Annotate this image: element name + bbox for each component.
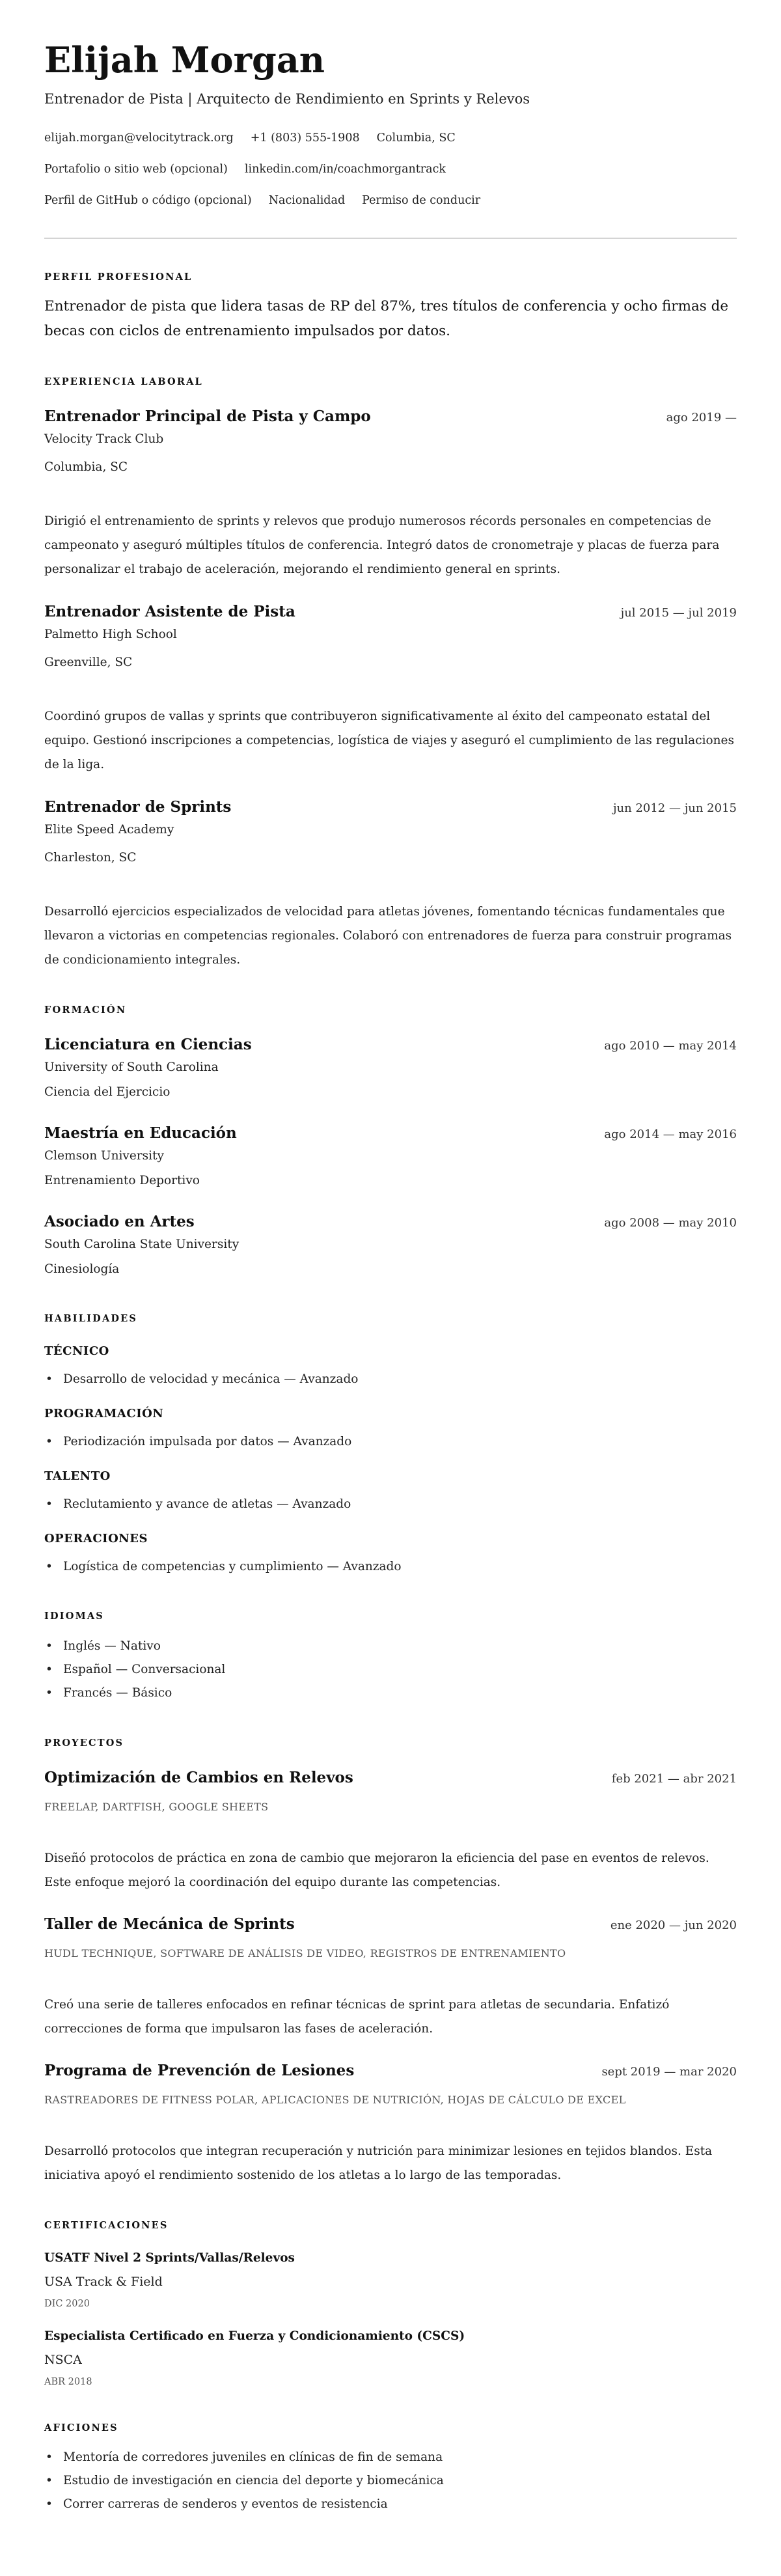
job-dates: jun 2012 — jun 2015 bbox=[612, 801, 737, 815]
school-name: University of South Carolina bbox=[44, 1060, 219, 1074]
contact-line bbox=[44, 185, 737, 216]
contact-line bbox=[44, 122, 737, 154]
contact-location: Columbia, SC bbox=[376, 132, 456, 145]
hobbies-list bbox=[44, 2446, 737, 2516]
list-item-text: Reclutamiento y avance de atletas — Avanzado bbox=[63, 1497, 351, 1511]
project-description: Desarrolló protocolos que integran recuperación y nutrición para minimizar lesiones en tejidos blandos. Esta iniciativa apoyó el rendimiento sostenido de los atletas a lo largo de las temporadas. bbox=[44, 2144, 713, 2182]
job-company: Velocity Track Club bbox=[44, 432, 164, 446]
job-entry bbox=[44, 602, 737, 777]
candidate-name: Elijah Morgan bbox=[44, 39, 325, 81]
list-item-text: Logística de competencias y cumplimiento — Avanzado bbox=[63, 1560, 402, 1573]
bullet-icon: • bbox=[46, 2450, 53, 2464]
project-dates: ene 2020 — jun 2020 bbox=[610, 1918, 737, 1932]
bullet-icon: • bbox=[46, 1435, 53, 1448]
list-item bbox=[44, 1635, 737, 1658]
project-entry bbox=[44, 1767, 737, 1894]
school-name: Clemson University bbox=[44, 1149, 164, 1163]
bullet-icon: • bbox=[46, 1560, 53, 1573]
header-divider bbox=[44, 238, 737, 239]
languages-section bbox=[44, 1610, 737, 1705]
job-company: Elite Speed Academy bbox=[44, 823, 174, 837]
experience-section bbox=[44, 376, 737, 972]
resume-header bbox=[44, 39, 737, 216]
certifications-section bbox=[44, 2219, 737, 2390]
list-item bbox=[44, 2446, 737, 2469]
bullet-icon: • bbox=[46, 1372, 53, 1386]
contact-github[interactable]: Perfil de GitHub o código (opcional) bbox=[44, 194, 252, 207]
list-item bbox=[44, 2493, 737, 2516]
list-item bbox=[44, 1658, 737, 1682]
contact-driving-license: Permiso de conducir bbox=[362, 194, 481, 207]
job-entry bbox=[44, 797, 737, 972]
skills-section bbox=[44, 1312, 737, 1578]
section-heading: PROYECTOS bbox=[44, 1738, 124, 1749]
list-item-text: Correr carreras de senderos y eventos de resistencia bbox=[63, 2497, 388, 2511]
job-description: Desarrolló ejercicios especializados de velocidad para atletas jóvenes, fomentando técnicas fundamentales que llevaron a victorias en competencias regionales. Colaboró con entrenadores de fuerza para construir programas de condicionamiento integrales. bbox=[44, 905, 732, 967]
education-entry bbox=[44, 1212, 737, 1281]
job-dates: jul 2015 — jul 2019 bbox=[620, 606, 737, 620]
certification-entry bbox=[44, 2249, 737, 2312]
job-dates: ago 2019 — bbox=[666, 411, 737, 424]
skill-category: TALENTO bbox=[44, 1469, 111, 1483]
contact-portfolio[interactable]: Portafolio o sitio web (opcional) bbox=[44, 163, 228, 176]
list-item bbox=[44, 1682, 737, 1705]
contact-linkedin[interactable]: linkedin.com/in/coachmorgantrack bbox=[244, 163, 446, 176]
project-header bbox=[44, 1914, 737, 1936]
bullet-icon: • bbox=[46, 2474, 53, 2487]
contact-nationality: Nacionalidad bbox=[268, 194, 346, 207]
degree-title: Licenciatura en Ciencias bbox=[44, 1036, 252, 1053]
summary-section bbox=[44, 271, 737, 344]
job-entry bbox=[44, 406, 737, 581]
list-item bbox=[44, 1493, 737, 1516]
project-title: Programa de Prevención de Lesiones bbox=[44, 2062, 355, 2079]
list-item-text: Inglés — Nativo bbox=[63, 1639, 161, 1653]
project-title: Taller de Mecánica de Sprints bbox=[44, 1915, 295, 1933]
list-item-text: Desarrollo de velocidad y mecánica — Avanzado bbox=[63, 1372, 359, 1386]
certification-issuer: NSCA bbox=[44, 2353, 82, 2367]
education-header bbox=[44, 1034, 737, 1057]
job-description: Dirigió el entrenamiento de sprints y relevos que produjo numerosos récords personales en competencias de campeonato y aseguró múltiples títulos de conferencia. Integró datos de cronometraje y placas de fuerza para personalizar el trabajo de aceleración, mejorando el rendimiento general en sprints. bbox=[44, 514, 720, 576]
bullet-icon: • bbox=[46, 1663, 53, 1676]
project-technologies: FREELAP, DARTFISH, GOOGLE SHEETS bbox=[44, 1801, 269, 1813]
project-dates: sept 2019 — mar 2020 bbox=[601, 2065, 737, 2079]
list-item bbox=[44, 2469, 737, 2493]
list-item bbox=[44, 1556, 737, 1578]
bullet-icon: • bbox=[46, 2497, 53, 2511]
list-item-text: Estudio de investigación en ciencia del deporte y biomecánica bbox=[63, 2474, 444, 2487]
section-heading: FORMACIÓN bbox=[44, 1004, 127, 1016]
list-item bbox=[44, 1368, 737, 1391]
contact-info bbox=[44, 122, 737, 216]
education-entry bbox=[44, 1034, 737, 1103]
job-location: Charleston, SC bbox=[44, 851, 137, 865]
job-header bbox=[44, 602, 737, 624]
list-item-text: Francés — Básico bbox=[63, 1686, 172, 1700]
project-header bbox=[44, 2060, 737, 2083]
candidate-headline: Entrenador de Pista | Arquitecto de Rendimiento en Sprints y Relevos bbox=[44, 91, 530, 107]
skill-list bbox=[44, 1368, 737, 1391]
education-dates: ago 2014 — may 2016 bbox=[604, 1128, 737, 1141]
job-header bbox=[44, 797, 737, 819]
job-description: Coordinó grupos de vallas y sprints que contribuyeron significativamente al éxito del campeonato estatal del equipo. Gestionó inscripciones a competencias, logística de viajes y aseguró el cumplimiento de las regulaciones de la liga. bbox=[44, 710, 734, 771]
bullet-icon: • bbox=[46, 1639, 53, 1653]
section-heading: PERFIL PROFESIONAL bbox=[44, 271, 193, 283]
section-heading: HABILIDADES bbox=[44, 1313, 138, 1324]
certification-issuer: USA Track & Field bbox=[44, 2275, 163, 2289]
bullet-icon: • bbox=[46, 1497, 53, 1511]
section-heading: EXPERIENCIA LABORAL bbox=[44, 376, 203, 387]
field-of-study: Entrenamiento Deportivo bbox=[44, 1174, 200, 1187]
job-company: Palmetto High School bbox=[44, 628, 177, 641]
education-dates: ago 2010 — may 2014 bbox=[604, 1039, 737, 1053]
project-technologies: HUDL TECHNIQUE, SOFTWARE DE ANÁLISIS DE VIDEO, REGISTROS DE ENTRENAMIENTO bbox=[44, 1947, 566, 1960]
skill-list bbox=[44, 1431, 737, 1453]
field-of-study: Ciencia del Ejercicio bbox=[44, 1085, 171, 1099]
project-technologies: RASTREADORES DE FITNESS POLAR, APLICACIONES DE NUTRICIÓN, HOJAS DE CÁLCULO DE EXCEL bbox=[44, 2094, 626, 2106]
job-location: Greenville, SC bbox=[44, 656, 133, 669]
certification-title: Especialista Certificado en Fuerza y Condicionamiento (CSCS) bbox=[44, 2329, 465, 2343]
languages-list bbox=[44, 1635, 737, 1705]
hobbies-section bbox=[44, 2422, 737, 2516]
job-title: Entrenador Asistente de Pista bbox=[44, 603, 295, 620]
project-dates: feb 2021 — abr 2021 bbox=[611, 1772, 737, 1786]
project-description: Diseñó protocolos de práctica en zona de cambio que mejoraron la eficiencia del pase en eventos de relevos. Este enfoque mejoró la coordinación del equipo durante las competencias. bbox=[44, 1851, 709, 1889]
section-heading: AFICIONES bbox=[44, 2422, 118, 2433]
job-title: Entrenador de Sprints bbox=[44, 798, 232, 816]
list-item-text: Español — Conversacional bbox=[63, 1663, 226, 1676]
contact-phone[interactable]: +1 (803) 555-1908 bbox=[250, 132, 360, 145]
skill-category: OPERACIONES bbox=[44, 1532, 148, 1545]
skill-category: TÉCNICO bbox=[44, 1344, 109, 1358]
list-item-text: Mentoría de corredores juveniles en clínicas de fin de semana bbox=[63, 2450, 443, 2464]
bullet-icon: • bbox=[46, 1686, 53, 1700]
project-entry bbox=[44, 2060, 737, 2187]
project-title: Optimización de Cambios en Relevos bbox=[44, 1769, 353, 1786]
project-description: Creó una serie de talleres enfocados en refinar técnicas de sprint para atletas de secundaria. Enfatizó correcciones de forma que impulsaron las fases de aceleración. bbox=[44, 1998, 670, 2036]
degree-title: Asociado en Artes bbox=[44, 1213, 195, 1230]
list-item-text: Periodización impulsada por datos — Avanzado bbox=[63, 1435, 352, 1448]
degree-title: Maestría en Educación bbox=[44, 1124, 237, 1142]
project-entry bbox=[44, 1914, 737, 2041]
list-item bbox=[44, 1431, 737, 1453]
school-name: South Carolina State University bbox=[44, 1238, 240, 1251]
field-of-study: Cinesiología bbox=[44, 1262, 120, 1276]
education-entry bbox=[44, 1123, 737, 1192]
contact-email[interactable]: elijah.morgan@velocitytrack.org bbox=[44, 132, 234, 145]
job-header bbox=[44, 406, 737, 428]
job-title: Entrenador Principal de Pista y Campo bbox=[44, 408, 371, 425]
certification-entry bbox=[44, 2327, 737, 2390]
section-heading: IDIOMAS bbox=[44, 1611, 104, 1622]
skill-category: PROGRAMACIÓN bbox=[44, 1407, 164, 1420]
certification-date: ABR 2018 bbox=[44, 2377, 92, 2387]
certification-date: DIC 2020 bbox=[44, 2299, 90, 2309]
education-header bbox=[44, 1123, 737, 1145]
project-header bbox=[44, 1767, 737, 1790]
summary-text: Entrenador de pista que lidera tasas de RP del 87%, tres títulos de conferencia y ocho firmas de becas con ciclos de entrenamiento impulsados por datos. bbox=[44, 298, 729, 339]
skill-list bbox=[44, 1556, 737, 1578]
education-dates: ago 2008 — may 2010 bbox=[604, 1216, 737, 1230]
skill-list bbox=[44, 1493, 737, 1516]
job-location: Columbia, SC bbox=[44, 460, 128, 474]
education-section bbox=[44, 1004, 737, 1281]
certification-title: USATF Nivel 2 Sprints/Vallas/Relevos bbox=[44, 2251, 295, 2265]
section-heading: CERTIFICACIONES bbox=[44, 2220, 169, 2231]
contact-line bbox=[44, 154, 737, 185]
education-header bbox=[44, 1212, 737, 1234]
projects-section bbox=[44, 1737, 737, 2187]
